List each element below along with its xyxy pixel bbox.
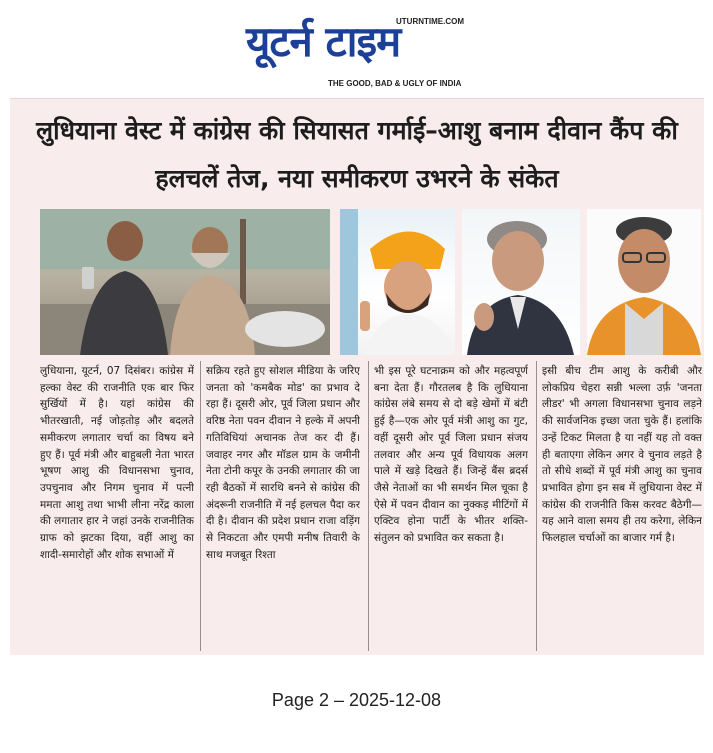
brand-name-part1: यूटर्न bbox=[246, 17, 312, 66]
site-url: UTURNTIME.COM bbox=[396, 17, 464, 26]
article-column-1: लुधियाना, यूटर्न, 07 दिसंबर। कांग्रेस में हल्का वेस्ट की राजनीति एक बार फिर सुर्खियों में है। यहां कांग्रेस की भीतरखाती, नई जोड़तोड़ और बदलते समीकरण लगातार चर्चा का विषय बने हुए हैं। पूर्व मंत्री और बाहुबली नेता भारत भूषण आशु की विधानसभा चुनाव, उपचुनाव और निगम चुनाव में पत्नी ममता आशु तथा भाभी लीना नरेंद्र काला की लगातार हार ने जहां उनके राजनीतिक ग्राफ को झटका दिया, वहीं आशु का शादी-समारोहों और शोक सभाओं में bbox=[40, 365, 194, 561]
article-column-2: सक्रिय रहते हुए सोशल मीडिया के जरिए जनता को 'कमबैक मोड' का प्रभाव दे रहा हैं। दूसरी ओर, पूर्व जिला प्रधान और वरिष्ठ नेता पवन दीवान ने हल्के में अपनी गतिविधियां अचानक तेज कर दी हैं। जवाहर नगर और मॉडल ग्राम के जमीनी नेता टोनी कपूर के उनकी लगातार की जा रही बैठकों में सारथि बनने से कांग्रेस की अंदरूनी राजनीति में नई हलचल पैदा कर दी है। दीवान की प्रदेश प्रधान राजा वड़िंग से निकटता और एमपी मनीष तिवारी के साथ मजबूत रिश्ता bbox=[206, 365, 360, 561]
masthead bbox=[0, 0, 713, 96]
column-divider bbox=[368, 361, 369, 651]
article-column-4: इसी बीच टीम आशु के करीबी और लोकप्रिय चेहरा सन्नी भल्ला उर्फ़ 'जनता लीडर' भी अगला विधानसभा चुनाव लड़ने की सार्वजनिक इच्छा जता चुके हैं। हलांकि उन्हें टिकट मिलता है या नहीं यह तो वक्त ही बताएगा लेकिन अगर वे चुनाव लड़ते है तो सीधे शब्दों में पूर्व मंत्री आशु का चुनाव प्रभावित होगा इन सब में लुधियाना वेस्ट में कांग्रेस की राजनीति किस करवट बैठेगी—यह आने वाला समय ही तय करेगा, लेकिन फिलहाल चर्चाओं का बाजार गर्म है। bbox=[542, 365, 702, 545]
photo-two-men-on-scooter bbox=[40, 209, 330, 355]
page-footer-label: Page 2 – 2025-12-08 bbox=[271, 690, 442, 710]
tagline: THE GOOD, BAD & UGLY OF INDIA bbox=[328, 79, 462, 88]
photo-man-with-glasses bbox=[587, 209, 701, 355]
article-headline: लुधियाना वेस्ट में कांग्रेस की सियासत गर्माई–आशु बनाम दीवान कैंप की हलचलें तेज, नया समीकरण उभरने के संकेत bbox=[36, 116, 678, 193]
photo-man-dark-suit bbox=[462, 209, 580, 355]
brand-logo bbox=[246, 14, 400, 70]
brand-name-part2: टाइम bbox=[325, 17, 401, 66]
column-divider bbox=[536, 361, 537, 651]
column-divider bbox=[200, 361, 201, 651]
photo-man-orange-turban bbox=[340, 209, 455, 355]
news-clipping bbox=[10, 98, 704, 655]
article-column-3: भी इस पूरे घटनाक्रम को और महत्वपूर्ण बना देता हैं। गौरतलब है कि लुधियाना कांग्रेस लंबे समय से दो बड़े खेमों में बंटी हुई है—एक ओर पूर्व मंत्री आशु का गुट, वहीं दूसरी ओर पूर्व जिला प्रधान संजय तलवार और अन्य पूर्व विधायक अलग पाले में खड़े दिखते हैं। जिन्हें बैंस ब्रदर्स जैसे नेताओं का भी समर्थन मिल चूका है ऐसे में पवन दीवान का नुक्कड़ मीटिंगों में एक्टिव होना पार्टी के भीतर शक्ति-संतुलन को प्रभावित कर सकता है। bbox=[374, 365, 528, 545]
